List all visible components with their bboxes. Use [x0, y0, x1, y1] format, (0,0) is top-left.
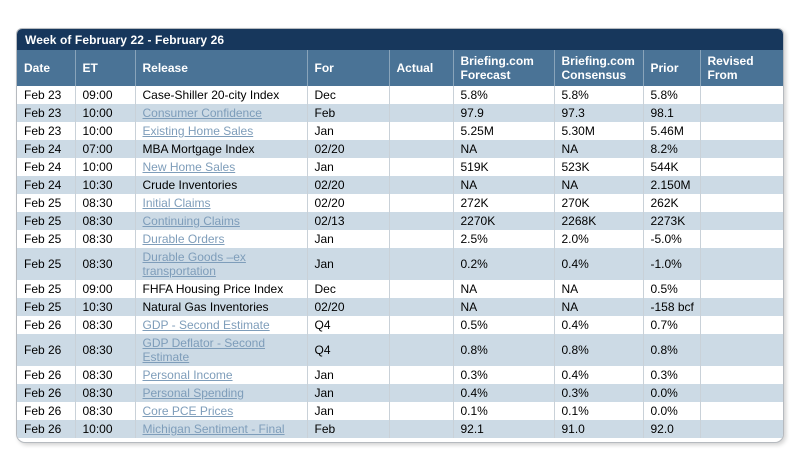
et-cell: 10:00 — [75, 122, 135, 140]
prior-cell: 0.7% — [643, 316, 700, 334]
week-title-bar — [17, 29, 783, 50]
for-cell: Feb — [307, 104, 389, 122]
release-link[interactable]: Existing Home Sales — [142, 124, 254, 138]
prior-cell: 0.8% — [643, 334, 700, 366]
table-row — [17, 366, 784, 384]
et-cell: 10:00 — [75, 420, 135, 438]
prior-cell: -5.0% — [643, 230, 700, 248]
release-link[interactable]: Initial Claims — [142, 196, 211, 210]
revised-from-cell — [700, 194, 784, 212]
prior-cell: 0.0% — [643, 384, 700, 402]
forecast-cell: 92.1 — [453, 420, 554, 438]
date-cell: Feb 26 — [17, 334, 75, 366]
date-cell: Feb 25 — [17, 212, 75, 230]
economic-calendar-panel — [16, 28, 784, 443]
table-row — [17, 140, 784, 158]
date-cell: Feb 25 — [17, 230, 75, 248]
release-link[interactable]: Durable Orders — [142, 232, 225, 246]
actual-cell — [389, 104, 453, 122]
prior-cell: -1.0% — [643, 248, 700, 280]
actual-cell — [389, 316, 453, 334]
for-cell: Jan — [307, 366, 389, 384]
release-link[interactable]: Durable Goods –ex transportation — [142, 250, 246, 278]
actual-cell — [389, 86, 453, 104]
date-cell: Feb 26 — [17, 402, 75, 420]
release-link[interactable]: Personal Spending — [142, 386, 244, 400]
release-link[interactable]: Michigan Sentiment - Final — [142, 422, 285, 436]
release-link[interactable]: New Home Sales — [142, 160, 236, 174]
et-cell: 10:00 — [75, 158, 135, 176]
release-label: Crude Inventories — [142, 178, 238, 192]
column-header-briefing-com-forecast: Briefing.com Forecast — [453, 50, 554, 86]
revised-from-cell — [700, 122, 784, 140]
actual-cell — [389, 334, 453, 366]
consensus-cell: NA — [554, 280, 643, 298]
for-cell: 02/13 — [307, 212, 389, 230]
release-cell — [135, 122, 307, 140]
table-row — [17, 86, 784, 104]
et-cell: 08:30 — [75, 402, 135, 420]
release-cell — [135, 176, 307, 194]
et-cell: 08:30 — [75, 212, 135, 230]
actual-cell — [389, 280, 453, 298]
prior-cell: 5.8% — [643, 86, 700, 104]
table-row — [17, 384, 784, 402]
release-cell — [135, 140, 307, 158]
release-label: MBA Mortgage Index — [142, 142, 255, 156]
release-cell — [135, 402, 307, 420]
table-row — [17, 248, 784, 280]
et-cell: 08:30 — [75, 316, 135, 334]
consensus-cell: 0.4% — [554, 316, 643, 334]
release-cell — [135, 280, 307, 298]
et-cell: 10:30 — [75, 298, 135, 316]
date-cell: Feb 26 — [17, 316, 75, 334]
release-cell — [135, 230, 307, 248]
date-cell: Feb 23 — [17, 122, 75, 140]
for-cell: Q4 — [307, 334, 389, 366]
for-cell: Feb — [307, 420, 389, 438]
prior-cell: 92.0 — [643, 420, 700, 438]
consensus-cell: 0.8% — [554, 334, 643, 366]
forecast-cell: 97.9 — [453, 104, 554, 122]
date-cell: Feb 23 — [17, 86, 75, 104]
consensus-cell: 0.3% — [554, 384, 643, 402]
revised-from-cell — [700, 104, 784, 122]
for-cell: Jan — [307, 384, 389, 402]
consensus-cell: 0.1% — [554, 402, 643, 420]
release-cell — [135, 158, 307, 176]
et-cell: 08:30 — [75, 334, 135, 366]
forecast-cell: 5.25M — [453, 122, 554, 140]
et-cell: 08:30 — [75, 230, 135, 248]
calendar-table-body — [17, 86, 784, 438]
table-row — [17, 298, 784, 316]
table-row — [17, 280, 784, 298]
table-header — [17, 50, 784, 86]
actual-cell — [389, 248, 453, 280]
for-cell: Dec — [307, 280, 389, 298]
revised-from-cell — [700, 86, 784, 104]
table-row — [17, 420, 784, 438]
for-cell: Dec — [307, 86, 389, 104]
header-row — [17, 50, 784, 86]
forecast-cell: 0.1% — [453, 402, 554, 420]
prior-cell: 2273K — [643, 212, 700, 230]
for-cell: 02/20 — [307, 140, 389, 158]
date-cell: Feb 26 — [17, 420, 75, 438]
forecast-cell: 2.5% — [453, 230, 554, 248]
forecast-cell: 0.4% — [453, 384, 554, 402]
revised-from-cell — [700, 402, 784, 420]
actual-cell — [389, 176, 453, 194]
consensus-cell: 2.0% — [554, 230, 643, 248]
date-cell: Feb 23 — [17, 104, 75, 122]
date-cell: Feb 24 — [17, 140, 75, 158]
actual-cell — [389, 402, 453, 420]
release-cell — [135, 420, 307, 438]
date-cell: Feb 25 — [17, 298, 75, 316]
forecast-cell: 519K — [453, 158, 554, 176]
forecast-cell: 272K — [453, 194, 554, 212]
forecast-cell: 2270K — [453, 212, 554, 230]
forecast-cell: NA — [453, 280, 554, 298]
for-cell: Jan — [307, 248, 389, 280]
column-header-revised-from: Revised From — [700, 50, 784, 86]
for-cell: 02/20 — [307, 298, 389, 316]
forecast-cell: 0.5% — [453, 316, 554, 334]
et-cell: 09:00 — [75, 86, 135, 104]
actual-cell — [389, 384, 453, 402]
et-cell: 10:30 — [75, 176, 135, 194]
prior-cell: 8.2% — [643, 140, 700, 158]
revised-from-cell — [700, 420, 784, 438]
release-cell — [135, 334, 307, 366]
column-header-actual: Actual — [389, 50, 453, 86]
revised-from-cell — [700, 384, 784, 402]
date-cell: Feb 25 — [17, 194, 75, 212]
et-cell: 07:00 — [75, 140, 135, 158]
prior-cell: 5.46M — [643, 122, 700, 140]
actual-cell — [389, 230, 453, 248]
revised-from-cell — [700, 248, 784, 280]
prior-cell: -158 bcf — [643, 298, 700, 316]
consensus-cell: NA — [554, 140, 643, 158]
actual-cell — [389, 140, 453, 158]
consensus-cell: NA — [554, 298, 643, 316]
consensus-cell: 5.30M — [554, 122, 643, 140]
prior-cell: 0.0% — [643, 402, 700, 420]
column-header-et: ET — [75, 50, 135, 86]
release-cell — [135, 104, 307, 122]
actual-cell — [389, 212, 453, 230]
consensus-cell: 97.3 — [554, 104, 643, 122]
revised-from-cell — [700, 158, 784, 176]
revised-from-cell — [700, 280, 784, 298]
release-link[interactable]: GDP - Second Estimate — [142, 318, 270, 332]
et-cell: 09:00 — [75, 280, 135, 298]
prior-cell: 544K — [643, 158, 700, 176]
for-cell: Q4 — [307, 316, 389, 334]
actual-cell — [389, 366, 453, 384]
table-row — [17, 212, 784, 230]
release-label: FHFA Housing Price Index — [142, 282, 284, 296]
forecast-cell: 0.3% — [453, 366, 554, 384]
revised-from-cell — [700, 298, 784, 316]
column-header-for: For — [307, 50, 389, 86]
date-cell: Feb 25 — [17, 248, 75, 280]
date-cell: Feb 25 — [17, 280, 75, 298]
forecast-cell: 5.8% — [453, 86, 554, 104]
column-header-briefing-com-consensus: Briefing.com Consensus — [554, 50, 643, 86]
table-row — [17, 334, 784, 366]
et-cell: 10:00 — [75, 104, 135, 122]
actual-cell — [389, 122, 453, 140]
forecast-cell: NA — [453, 176, 554, 194]
release-link[interactable]: Personal Income — [142, 368, 233, 382]
release-cell — [135, 384, 307, 402]
date-cell: Feb 26 — [17, 384, 75, 402]
revised-from-cell — [700, 230, 784, 248]
release-label: Case-Shiller 20-city Index — [142, 88, 280, 102]
release-link[interactable]: Consumer Confidence — [142, 106, 262, 120]
actual-cell — [389, 420, 453, 438]
forecast-cell: 0.2% — [453, 248, 554, 280]
consensus-cell: 270K — [554, 194, 643, 212]
et-cell: 08:30 — [75, 194, 135, 212]
release-cell — [135, 366, 307, 384]
forecast-cell: 0.8% — [453, 334, 554, 366]
consensus-cell: 5.8% — [554, 86, 643, 104]
release-link[interactable]: GDP Deflator - Second Estimate — [142, 336, 266, 364]
table-row — [17, 316, 784, 334]
consensus-cell: 0.4% — [554, 248, 643, 280]
prior-cell: 262K — [643, 194, 700, 212]
for-cell: Jan — [307, 158, 389, 176]
actual-cell — [389, 298, 453, 316]
economic-calendar-table — [17, 50, 784, 438]
table-row — [17, 176, 784, 194]
release-cell — [135, 248, 307, 280]
column-header-release: Release — [135, 50, 307, 86]
revised-from-cell — [700, 140, 784, 158]
date-cell: Feb 26 — [17, 366, 75, 384]
date-cell: Feb 24 — [17, 158, 75, 176]
column-header-prior: Prior — [643, 50, 700, 86]
consensus-cell: 0.4% — [554, 366, 643, 384]
for-cell: Jan — [307, 402, 389, 420]
for-cell: 02/20 — [307, 176, 389, 194]
table-row — [17, 402, 784, 420]
release-cell — [135, 316, 307, 334]
release-cell — [135, 86, 307, 104]
table-row — [17, 230, 784, 248]
table-row — [17, 194, 784, 212]
forecast-cell: NA — [453, 140, 554, 158]
prior-cell: 98.1 — [643, 104, 700, 122]
revised-from-cell — [700, 316, 784, 334]
table-row — [17, 122, 784, 140]
prior-cell: 0.3% — [643, 366, 700, 384]
release-link[interactable]: Core PCE Prices — [142, 404, 234, 418]
actual-cell — [389, 194, 453, 212]
release-cell — [135, 298, 307, 316]
release-cell — [135, 212, 307, 230]
et-cell: 08:30 — [75, 384, 135, 402]
actual-cell — [389, 158, 453, 176]
prior-cell: 2.150M — [643, 176, 700, 194]
revised-from-cell — [700, 334, 784, 366]
et-cell: 08:30 — [75, 248, 135, 280]
date-cell: Feb 24 — [17, 176, 75, 194]
prior-cell: 0.5% — [643, 280, 700, 298]
week-title: Week of February 22 - February 26 — [25, 33, 225, 47]
release-cell — [135, 194, 307, 212]
table-row — [17, 158, 784, 176]
forecast-cell: NA — [453, 298, 554, 316]
column-header-date: Date — [17, 50, 75, 86]
consensus-cell: 91.0 — [554, 420, 643, 438]
revised-from-cell — [700, 366, 784, 384]
revised-from-cell — [700, 176, 784, 194]
release-link[interactable]: Continuing Claims — [142, 214, 240, 228]
release-label: Natural Gas Inventories — [142, 300, 269, 314]
consensus-cell: NA — [554, 176, 643, 194]
for-cell: Jan — [307, 122, 389, 140]
et-cell: 08:30 — [75, 366, 135, 384]
revised-from-cell — [700, 212, 784, 230]
for-cell: Jan — [307, 230, 389, 248]
consensus-cell: 523K — [554, 158, 643, 176]
for-cell: 02/20 — [307, 194, 389, 212]
table-row — [17, 104, 784, 122]
consensus-cell: 2268K — [554, 212, 643, 230]
